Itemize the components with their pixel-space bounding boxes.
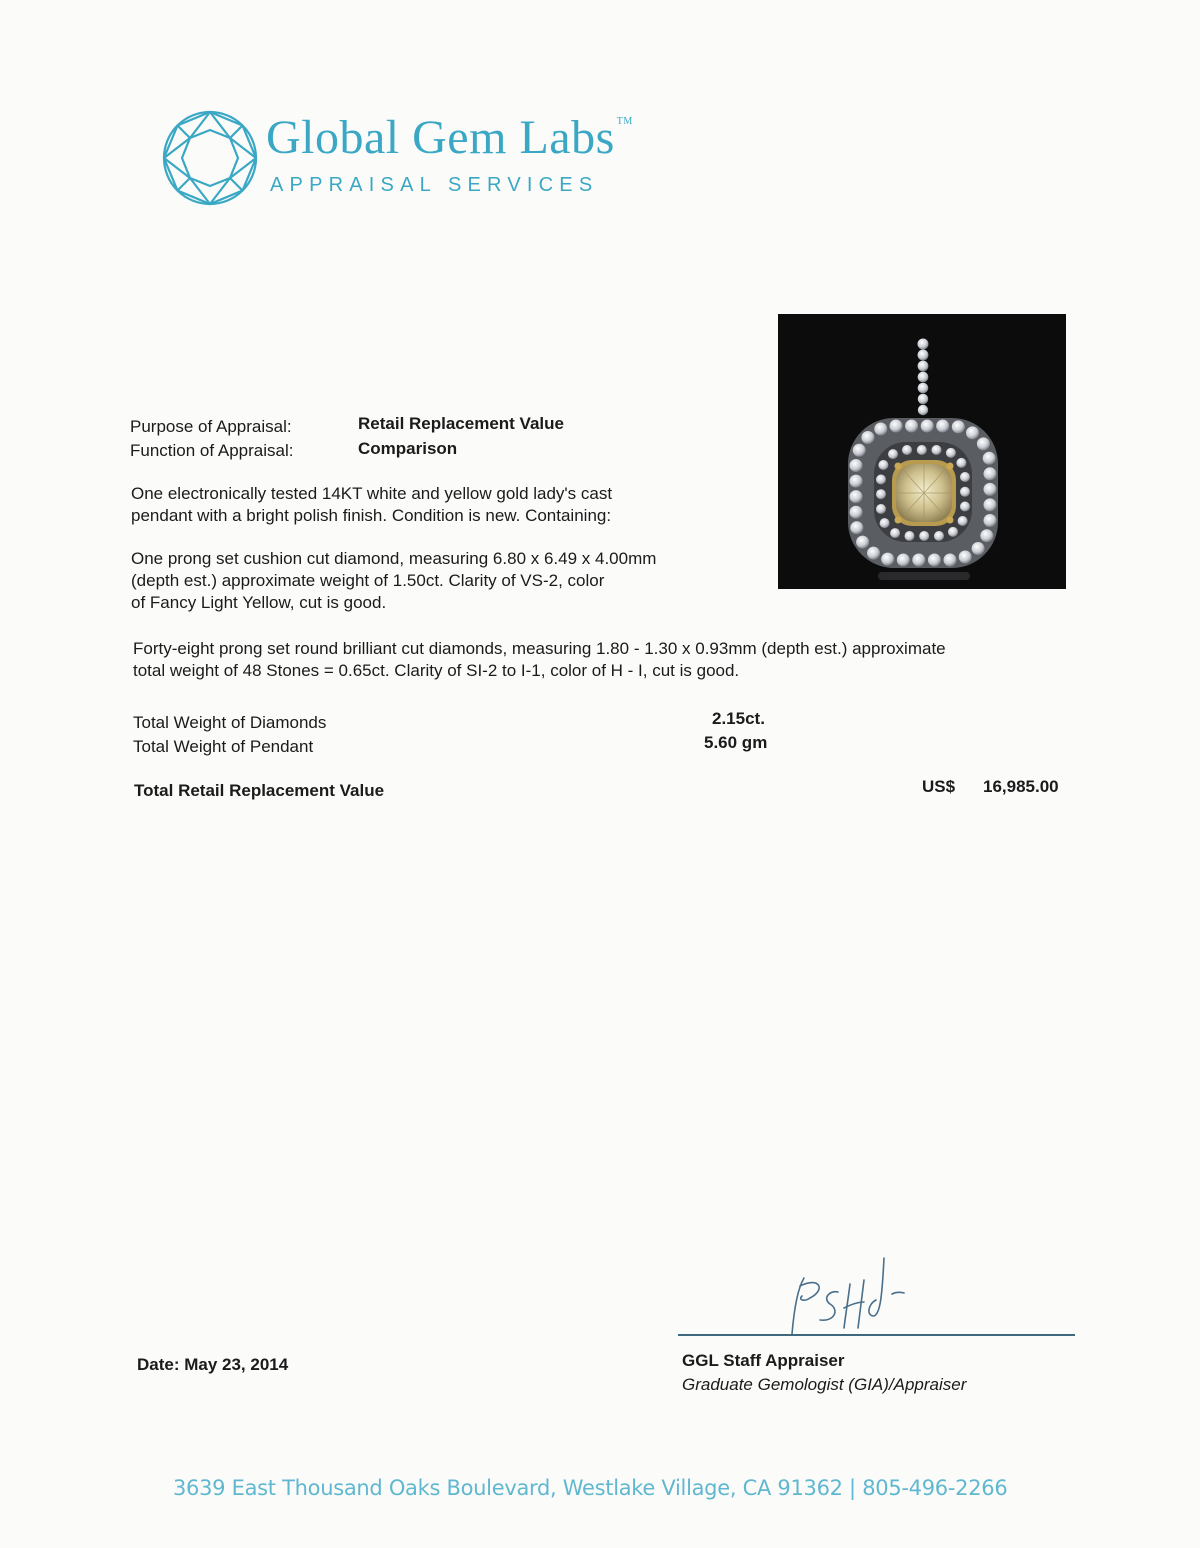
pavé-diamond: [856, 536, 869, 549]
pendant-weight-value: 5.60 gm: [704, 733, 768, 752]
pavé-diamond: [881, 553, 894, 566]
trademark-mark: TM: [616, 116, 633, 127]
function-value: Comparison: [358, 439, 458, 458]
pavé-diamond: [952, 420, 965, 433]
pendant-illustration: [778, 314, 1066, 589]
pavé-diamond: [959, 551, 972, 564]
pavé-diamond: [876, 489, 886, 499]
diamonds-weight-value: 2.15ct.: [712, 709, 765, 728]
pavé-diamond: [956, 458, 966, 468]
purpose-label: Purpose of Appraisal:: [130, 417, 292, 436]
retail-value-label: Total Retail Replacement Value: [134, 781, 385, 800]
pavé-diamond: [918, 361, 929, 372]
pavé-diamond: [919, 531, 929, 541]
function-label: Function of Appraisal:: [130, 441, 294, 460]
pavé-diamond: [874, 423, 887, 436]
pavé-diamond: [850, 475, 863, 488]
pavé-diamond: [867, 547, 880, 560]
description-line: of Fancy Light Yellow, cut is good.: [131, 593, 387, 612]
footer-address: 3639 East Thousand Oaks Boulevard, Westlake Village, CA 91362 | 805-496-2266: [173, 1476, 1008, 1500]
pavé-diamond: [876, 504, 886, 514]
pavé-diamond: [918, 372, 929, 383]
pavé-diamond: [934, 531, 944, 541]
appraiser-signature: [760, 1250, 930, 1345]
pavé-diamond: [960, 487, 970, 497]
pavé-diamond: [977, 437, 990, 450]
pavé-diamond: [983, 452, 996, 465]
description-line: One electronically tested 14KT white and yellow gold lady's cast: [131, 484, 613, 503]
pavé-diamond: [850, 521, 863, 534]
pavé-diamond: [888, 449, 898, 459]
gem-logo-icon: [160, 108, 260, 208]
pavé-diamond: [850, 506, 863, 519]
description-line: pendant with a bright polish finish. Condition is new. Containing:: [131, 506, 612, 525]
pavé-diamond: [850, 490, 863, 503]
pavé-diamond: [878, 460, 888, 470]
pavé-diamond: [861, 431, 874, 444]
pavé-diamond: [960, 472, 970, 482]
pavé-diamond: [918, 394, 929, 405]
pavé-diamond: [853, 444, 866, 457]
pavé-diamond: [897, 554, 910, 567]
description-line: total weight of 48 Stones = 0.65ct. Clarity of SI-2 to I-1, color of H - I, cut is good.: [133, 661, 740, 680]
appraiser-title: Graduate Gemologist (GIA)/Appraiser: [682, 1375, 967, 1394]
pavé-diamond: [928, 554, 941, 567]
currency-label: US$: [922, 777, 956, 796]
pavé-diamond: [944, 554, 957, 567]
pavé-diamond: [972, 542, 985, 555]
pendant-weight-label: Total Weight of Pendant: [133, 737, 314, 756]
signature-line: [678, 1334, 1075, 1336]
pavé-diamond: [984, 514, 997, 527]
diamonds-weight-label: Total Weight of Diamonds: [133, 713, 327, 732]
pavé-diamond: [912, 554, 925, 567]
side-stones-description: [133, 638, 946, 682]
pavé-diamond: [921, 420, 934, 433]
pavé-diamond: [918, 339, 929, 350]
center-stone-description: [131, 548, 656, 614]
pavé-diamond: [876, 475, 886, 485]
pavé-diamond: [905, 531, 915, 541]
pavé-diamond: [918, 350, 929, 361]
pavé-diamond: [890, 420, 903, 433]
description-line: One prong set cushion cut diamond, measuring 6.80 x 6.49 x 4.00mm: [131, 549, 657, 568]
pavé-diamond: [918, 405, 928, 415]
pavé-diamond: [984, 498, 997, 511]
pavé-diamond: [966, 426, 979, 439]
pavé-diamond: [850, 459, 863, 472]
pavé-diamond: [958, 516, 968, 526]
description-line: (depth est.) approximate weight of 1.50ct. Clarity of VS-2, color: [131, 571, 605, 590]
pavé-diamond: [917, 445, 927, 455]
retail-value-amount: 16,985.00: [983, 777, 1059, 796]
appraiser-name: GGL Staff Appraiser: [682, 1351, 845, 1370]
pavé-diamond: [905, 420, 918, 433]
pavé-diamond: [948, 527, 958, 537]
pendant-description: [131, 483, 612, 527]
pavé-diamond: [880, 518, 890, 528]
logo-subtitle: APPRAISAL SERVICES: [270, 174, 599, 196]
pavé-diamond: [980, 529, 993, 542]
pavé-diamond: [936, 420, 949, 433]
pendant-photo: [778, 314, 1066, 589]
pavé-diamond: [946, 448, 956, 458]
description-line: Forty-eight prong set round brilliant cut diamonds, measuring 1.80 - 1.30 x 0.93mm (depth est.) approximate: [133, 639, 946, 658]
pavé-diamond: [984, 467, 997, 480]
logo-title: [266, 110, 633, 165]
pavé-diamond: [932, 445, 942, 455]
appraisal-date: Date: May 23, 2014: [137, 1355, 289, 1374]
logo-title-text: Global Gem Labs: [266, 111, 615, 164]
pavé-diamond: [960, 502, 970, 512]
pavé-diamond: [890, 528, 900, 538]
pavé-diamond: [984, 483, 997, 496]
pavé-diamond: [918, 383, 929, 394]
pavé-diamond: [902, 445, 912, 455]
purpose-value: Retail Replacement Value: [358, 414, 564, 433]
